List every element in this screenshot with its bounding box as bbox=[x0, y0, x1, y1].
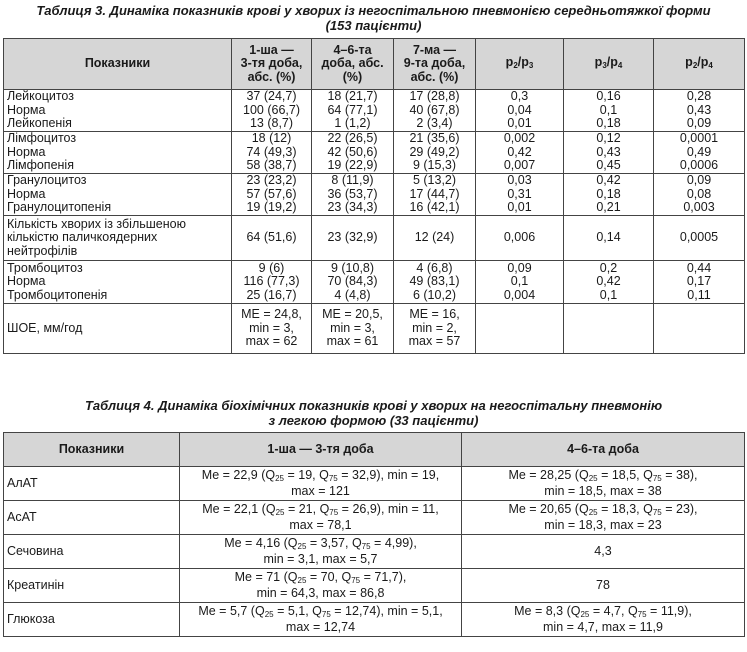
cell-line: Лейкопенія bbox=[7, 116, 72, 131]
t4-d1-value: Me = 4,16 ($Q_{25} = 3,57$, $Q_{75} = 4,99$), min = 3,1, max = 5,7 bbox=[180, 535, 462, 569]
t4-d2-value: Me = 8,3 ($Q_{25} = 4,7$, $Q_{75} = 11,9$), min = 4,7, max = 11,9 bbox=[462, 603, 745, 637]
t4-d2-value: Me = 28,25 ($Q_{25} = 18,5$, $Q_{75} = 38$), min = 18,5, max = 38 bbox=[462, 467, 745, 501]
p34-values bbox=[564, 261, 654, 304]
cell-line: 0,2 bbox=[599, 260, 618, 275]
table3 bbox=[3, 38, 745, 354]
cell-line: 0,0006 bbox=[679, 158, 719, 173]
cell-line: 0,09 bbox=[686, 173, 712, 188]
cell-line: Лімфопенія bbox=[7, 158, 74, 173]
cell-line: Гранулоцитопенія bbox=[7, 200, 112, 215]
cell-line: 0,42 bbox=[507, 144, 532, 159]
p34-values bbox=[564, 216, 654, 261]
cell-line: 0,0005 bbox=[679, 230, 719, 245]
cell-line: 0,09 bbox=[686, 116, 712, 131]
cell-line: 18 (21,7) bbox=[327, 89, 378, 104]
table3-row bbox=[4, 174, 745, 216]
table4-row bbox=[4, 467, 745, 501]
p23-values bbox=[476, 304, 564, 354]
header-p23: $p_2/p_3$ bbox=[476, 39, 564, 90]
t4-d2-value: 4,3 bbox=[462, 535, 745, 569]
t4-d1-value: Me = 22,1 ($Q_{25} = 21$, $Q_{75} = 26,9$), min = 11, max = 78,1 bbox=[180, 501, 462, 535]
cell-line: 0,04 bbox=[507, 102, 532, 117]
p34-values bbox=[564, 174, 654, 216]
t4-d2-value: 78 bbox=[462, 569, 745, 603]
p24-values bbox=[654, 132, 745, 174]
cell-line: Норма bbox=[7, 274, 46, 289]
header-p24: $p_2/p_4$ bbox=[654, 39, 745, 90]
cell-line: 0,03 bbox=[507, 173, 532, 188]
day2-values bbox=[312, 132, 394, 174]
cell-line: 40 (67,8) bbox=[409, 102, 460, 117]
cell-line: 2 (3,4) bbox=[416, 116, 453, 131]
header-p34: $p_3/p_4$ bbox=[564, 39, 654, 90]
cell-line: Лімфоцитоз bbox=[7, 131, 77, 146]
cell-line: 0,09 bbox=[507, 260, 532, 275]
cell-line: 0,1 bbox=[510, 274, 529, 289]
day3-values bbox=[394, 90, 476, 132]
table3-caption-line1: Таблиця 3. Динаміка показників крові у хворих із негоспітальною пневмонією середньотяжкої форми bbox=[36, 3, 711, 18]
table3-row bbox=[4, 216, 745, 261]
cell-line: 57 (57,6) bbox=[246, 186, 297, 201]
cell-line: 17 (44,7) bbox=[409, 186, 460, 201]
table4 bbox=[3, 432, 745, 637]
table3-row bbox=[4, 90, 745, 132]
cell-line: 74 (49,3) bbox=[246, 144, 297, 159]
row-label bbox=[4, 132, 232, 174]
cell-line: 23 (32,9) bbox=[327, 230, 378, 245]
table4-row bbox=[4, 535, 745, 569]
cell-line: 0,16 bbox=[596, 89, 621, 104]
t4-row-label: Креатинін bbox=[4, 569, 180, 603]
cell-line: min = 3, bbox=[249, 320, 294, 335]
header-day2: 4–6-та доба, абс. (%) bbox=[312, 39, 394, 90]
table3-header-row bbox=[4, 39, 745, 90]
p24-values bbox=[654, 90, 745, 132]
table3-row bbox=[4, 132, 745, 174]
day1-values bbox=[232, 90, 312, 132]
day1-values bbox=[232, 174, 312, 216]
p24-values bbox=[654, 304, 745, 354]
cell-line: нейтрофілів bbox=[7, 243, 78, 258]
t4-row-label: АлАТ bbox=[4, 467, 180, 501]
cell-line: 0,44 bbox=[686, 260, 712, 275]
t4-d1-value: Me = 71 ($Q_{25} = 70$, $Q_{75} = 71,7$), min = 64,3, max = 86,8 bbox=[180, 569, 462, 603]
cell-line: 0,31 bbox=[507, 186, 532, 201]
cell-line: 0,007 bbox=[503, 158, 536, 173]
cell-line: 0,42 bbox=[596, 173, 621, 188]
cell-line: 0,18 bbox=[596, 116, 621, 131]
cell-line: 0,49 bbox=[686, 144, 712, 159]
cell-line: 0,28 bbox=[686, 89, 712, 104]
cell-line: 58 (38,7) bbox=[246, 158, 297, 173]
cell-line: 0,08 bbox=[686, 186, 712, 201]
cell-line: 0,43 bbox=[596, 144, 621, 159]
cell-line: 0,42 bbox=[596, 274, 621, 289]
t4-row-label: Глюкоза bbox=[4, 603, 180, 637]
day2-values bbox=[312, 216, 394, 261]
table3-caption-line2: (153 пацієнти) bbox=[325, 18, 422, 33]
cell-line: ШОЕ, мм/год bbox=[7, 320, 83, 335]
cell-line: 0,1 bbox=[599, 287, 618, 302]
cell-line: 19 (19,2) bbox=[246, 200, 297, 215]
cell-line: 0,002 bbox=[503, 131, 536, 146]
cell-line: 0,43 bbox=[686, 102, 712, 117]
cell-line: 0,3 bbox=[510, 89, 529, 104]
cell-line: 23 (34,3) bbox=[327, 200, 378, 215]
t4-header-indicators: Показники bbox=[4, 433, 180, 467]
cell-line: 0,1 bbox=[599, 102, 618, 117]
cell-line: 4 (4,8) bbox=[334, 287, 371, 302]
cell-line: 18 (12) bbox=[251, 131, 292, 146]
cell-line: 21 (35,6) bbox=[409, 131, 460, 146]
t4-d1-value: Me = 22,9 ($Q_{25} = 19$, $Q_{75} = 32,9$), min = 19, max = 121 bbox=[180, 467, 462, 501]
cell-line: 29 (49,2) bbox=[409, 144, 460, 159]
p34-values bbox=[564, 304, 654, 354]
cell-line: 64 (77,1) bbox=[327, 102, 378, 117]
t4-row-label: Сечовина bbox=[4, 535, 180, 569]
day2-values bbox=[312, 174, 394, 216]
cell-line: Тромбоцитопенія bbox=[7, 287, 108, 302]
cell-line: 100 (66,7) bbox=[243, 102, 300, 117]
table4-caption-line1: Таблиця 4. Динаміка біохімічних показників крові у хворих на негоспітальну пневмонію bbox=[84, 398, 663, 413]
p24-values bbox=[654, 261, 745, 304]
table3-caption bbox=[0, 3, 747, 33]
cell-line: 25 (16,7) bbox=[246, 287, 297, 302]
cell-line: 0,003 bbox=[683, 200, 715, 215]
cell-line: min = 2, bbox=[412, 320, 457, 335]
cell-line: 0,14 bbox=[596, 230, 621, 245]
cell-line: ME = 16, bbox=[409, 307, 460, 322]
header-day1: 1-ша — 3-тя доба, абс. (%) bbox=[232, 39, 312, 90]
t4-d2-value: Me = 20,65 ($Q_{25} = 18,3$, $Q_{75} = 23$), min = 18,3, max = 23 bbox=[462, 501, 745, 535]
cell-line: 64 (51,6) bbox=[246, 230, 297, 245]
day2-values bbox=[312, 261, 394, 304]
day1-values bbox=[232, 216, 312, 261]
cell-line: 9 (15,3) bbox=[412, 158, 457, 173]
day1-values bbox=[232, 261, 312, 304]
cell-line: 1 (1,2) bbox=[334, 116, 371, 131]
cell-line: Норма bbox=[7, 102, 46, 117]
day1-values bbox=[232, 132, 312, 174]
cell-line: 42 (50,6) bbox=[327, 144, 378, 159]
day3-values bbox=[394, 216, 476, 261]
cell-line: ME = 24,8, bbox=[241, 307, 302, 322]
cell-line: 9 (6) bbox=[258, 260, 285, 275]
cell-line: max = 57 bbox=[408, 334, 461, 349]
cell-line: 16 (42,1) bbox=[409, 200, 460, 215]
cell-line: Тромбоцитоз bbox=[7, 260, 83, 275]
day1-values bbox=[232, 304, 312, 354]
cell-line: 36 (53,7) bbox=[327, 186, 378, 201]
p23-values bbox=[476, 261, 564, 304]
table4-caption bbox=[0, 398, 747, 428]
cell-line: 22 (26,5) bbox=[327, 131, 378, 146]
cell-line: 0,004 bbox=[503, 287, 536, 302]
p24-values bbox=[654, 216, 745, 261]
day3-values bbox=[394, 132, 476, 174]
p24-values bbox=[654, 174, 745, 216]
cell-line: min = 3, bbox=[330, 320, 375, 335]
cell-line: 0,11 bbox=[687, 287, 711, 302]
cell-line: 6 (10,2) bbox=[412, 287, 457, 302]
cell-line: 0,006 bbox=[503, 230, 536, 245]
cell-line: ME = 20,5, bbox=[322, 307, 383, 322]
cell-line: Норма bbox=[7, 186, 46, 201]
cell-line: 0,17 bbox=[686, 274, 712, 289]
cell-line: 5 (13,2) bbox=[412, 173, 457, 188]
p34-values bbox=[564, 132, 654, 174]
cell-line: кількістю паличкоядерних bbox=[7, 230, 158, 245]
header-day3: 7-ма — 9-та доба, абс. (%) bbox=[394, 39, 476, 90]
p23-values bbox=[476, 174, 564, 216]
t4-row-label: АсАТ bbox=[4, 501, 180, 535]
table3-row bbox=[4, 261, 745, 304]
p34-values bbox=[564, 90, 654, 132]
row-label bbox=[4, 216, 232, 261]
cell-line: Кількість хворих із збільшеною bbox=[7, 216, 186, 231]
cell-line: Лейкоцитоз bbox=[7, 89, 74, 104]
cell-line: 17 (28,8) bbox=[409, 89, 460, 104]
day2-values bbox=[312, 304, 394, 354]
cell-line: 23 (23,2) bbox=[246, 173, 297, 188]
t4-header-day2: 4–6-та доба bbox=[462, 433, 745, 467]
cell-line: 8 (11,9) bbox=[331, 173, 374, 188]
cell-line: 0,12 bbox=[596, 131, 621, 146]
cell-line: max = 61 bbox=[326, 334, 379, 349]
row-label bbox=[4, 90, 232, 132]
day3-values bbox=[394, 174, 476, 216]
header-indicators: Показники bbox=[4, 39, 232, 90]
table4-row bbox=[4, 501, 745, 535]
table3-row bbox=[4, 304, 745, 354]
cell-line: 4 (6,8) bbox=[416, 260, 453, 275]
cell-line: 13 (8,7) bbox=[249, 116, 294, 131]
cell-line: max = 62 bbox=[245, 334, 298, 349]
t4-d1-value: Me = 5,7 ($Q_{25} = 5,1$, $Q_{75} = 12,74$), min = 5,1, max = 12,74 bbox=[180, 603, 462, 637]
row-label bbox=[4, 304, 232, 354]
p23-values bbox=[476, 132, 564, 174]
p23-values bbox=[476, 90, 564, 132]
cell-line: Гранулоцитоз bbox=[7, 173, 87, 188]
row-label bbox=[4, 261, 232, 304]
table4-header-row bbox=[4, 433, 745, 467]
cell-line: 70 (84,3) bbox=[327, 274, 378, 289]
cell-line: 116 (77,3) bbox=[243, 274, 300, 289]
cell-line: 0,01 bbox=[507, 116, 532, 131]
day2-values bbox=[312, 90, 394, 132]
table4-caption-line2: з легкою формою (33 пацієнти) bbox=[268, 413, 479, 428]
cell-line: 19 (22,9) bbox=[327, 158, 378, 173]
cell-line: 0,21 bbox=[596, 200, 621, 215]
cell-line: 49 (83,1) bbox=[409, 274, 460, 289]
cell-line: 12 (24) bbox=[414, 230, 455, 245]
cell-line: 9 (10,8) bbox=[330, 260, 375, 275]
p23-values bbox=[476, 216, 564, 261]
day3-values bbox=[394, 304, 476, 354]
cell-line: Норма bbox=[7, 144, 46, 159]
cell-line: 0,45 bbox=[596, 158, 621, 173]
cell-line: 0,18 bbox=[596, 186, 621, 201]
table4-row bbox=[4, 569, 745, 603]
row-label bbox=[4, 174, 232, 216]
table4-row bbox=[4, 603, 745, 637]
cell-line: 0,0001 bbox=[679, 131, 719, 146]
cell-line: 37 (24,7) bbox=[246, 89, 297, 104]
day3-values bbox=[394, 261, 476, 304]
cell-line: 0,01 bbox=[507, 200, 532, 215]
t4-header-day1: 1-ша — 3-тя доба bbox=[180, 433, 462, 467]
